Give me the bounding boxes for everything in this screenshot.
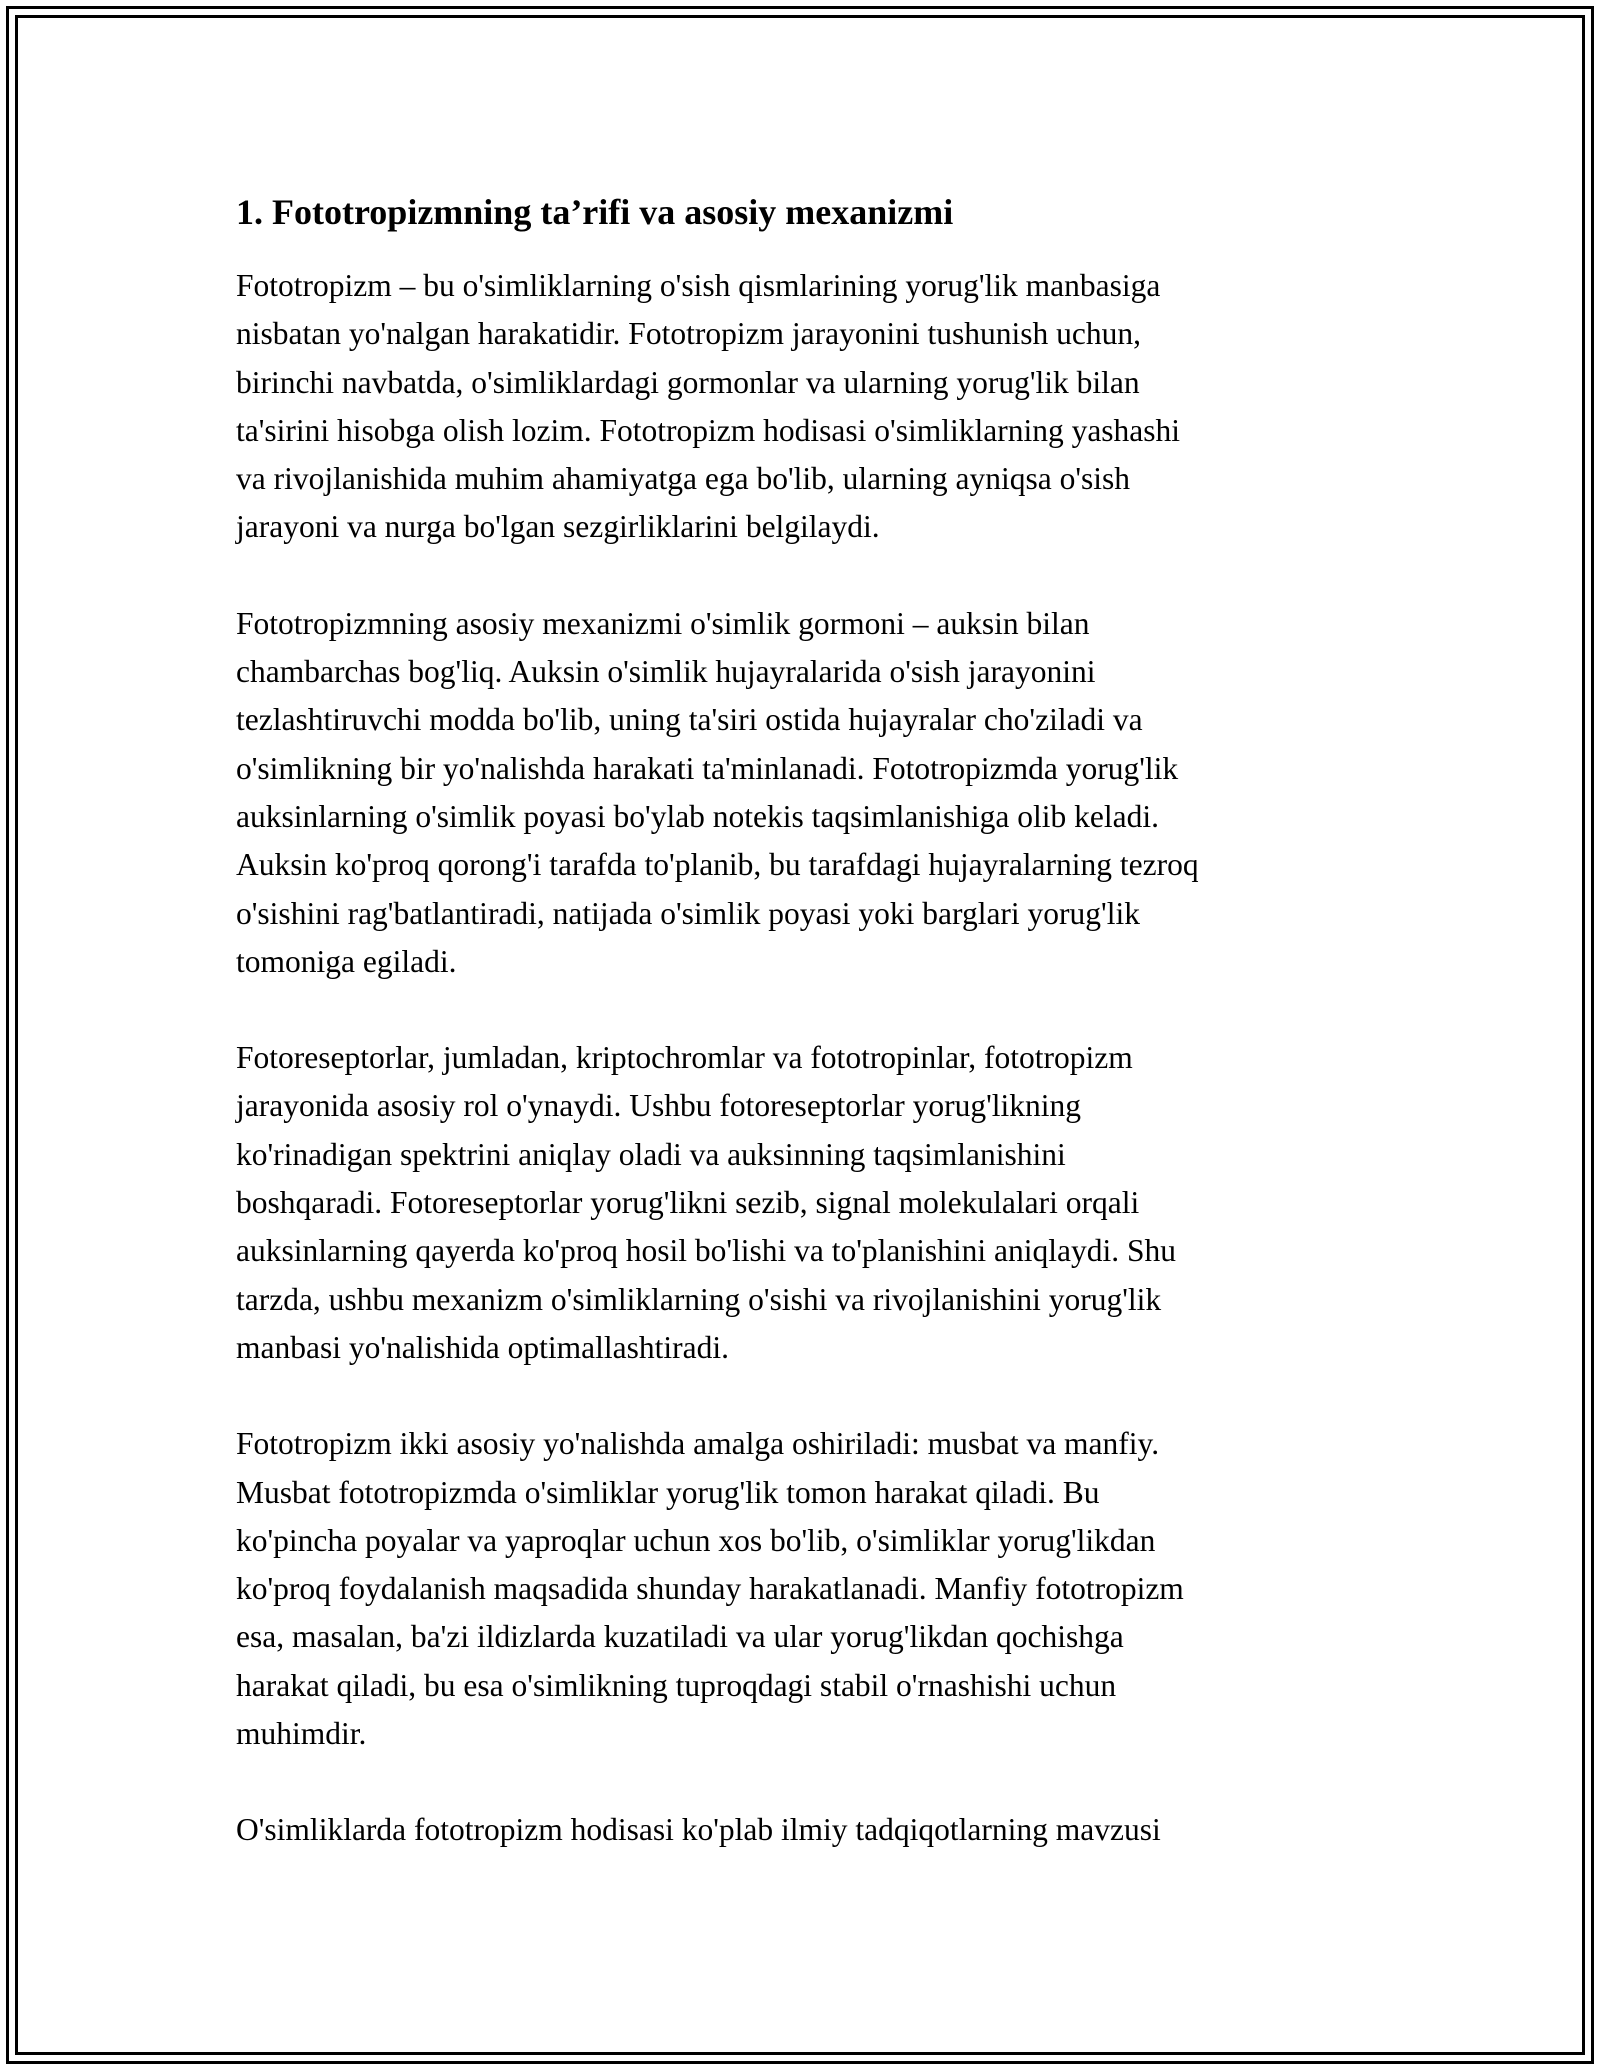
document-page [236, 184, 1366, 1903]
section-heading: 1. Fototropizmning ta’rifi va asosiy mexanizmi [236, 192, 954, 232]
paragraph-4: Fototropizm ikki asosiy yo'nalishda amalga oshiriladi: musbat va manfiy. Musbat fototropizmda o'simliklar yorug'lik tomon harakat qiladi. Bu ko'pincha poyalar va yaproqlar uchun xos bo'lib, o'simliklar yorug'likdan ko'proq foydalanish maqsadida shunday harakatlanadi. Manfiy fototropizm esa, masalan, ba'zi ildizlarda kuzatiladi va ular yorug'likdan qochishga harakat qiladi, bu esa o'simlikning tuproqdagi stabil o'rnashishi uchun muhimdir. [236, 1426, 1184, 1752]
paragraph-5: O'simliklarda fototropizm hodisasi ko'plab ilmiy tadqiqotlarning mavzusi [236, 1812, 1161, 1848]
paragraph-3: Fotoreseptorlar, jumladan, kriptochromlar va fototropinlar, fototropizm jarayonida asosiy rol o'ynaydi. Ushbu fotoreseptorlar yorug'likning ko'rinadigan spektrini aniqlay oladi va auksinning taqsimlanishini boshqaradi. Fotoreseptorlar yorug'likni sezib, signal molekulalari orqali auksinlarning qayerda ko'proq hosil bo'lishi va to'planishini aniqlaydi. Shu tarzda, ushbu mexanizm o'simliklarning o'sishi va rivojlanishini yorug'lik manbasi yo'nalishida optimallashtiradi. [236, 1040, 1177, 1365]
paragraph-1: Fototropizm – bu o'simliklarning o'sish qismlarining yorug'lik manbasiga nisbatan yo'nalgan harakatidir. Fototropizm jarayonini tushunish uchun, birinchi navbatda, o'simliklardagi gormonlar va ularning yorug'lik bilan ta'sirini hisobga olish lozim. Fototropizm hodisasi o'simliklarning yashashi va rivojlanishida muhim ahamiyatga ega bo'lib, ularning ayniqsa o'sish jarayoni va nurga bo'lgan sezgirliklarini belgilaydi. [236, 268, 1181, 545]
paragraph-2: Fototropizmning asosiy mexanizmi o'simlik gormoni – auksin bilan chambarchas bog'liq. Auksin o'simlik hujayralarida o'sish jarayonini tezlashtiruvchi modda bo'lib, uning ta'siri ostida hujayralar cho'ziladi va o'simlikning bir yo'nalishda harakati ta'minlanadi. Fototropizmda yorug'lik auksinlarning o'simlik poyasi bo'ylab notekis taqsimlanishiga olib keladi. Auksin ko'proq qorong'i tarafda to'planib, bu tarafdagi hujayralarning tezroq o'sishini rag'batlantiradi, natijada o'simlik poyasi yoki barglari yorug'lik tomoniga egiladi. [236, 605, 1199, 979]
